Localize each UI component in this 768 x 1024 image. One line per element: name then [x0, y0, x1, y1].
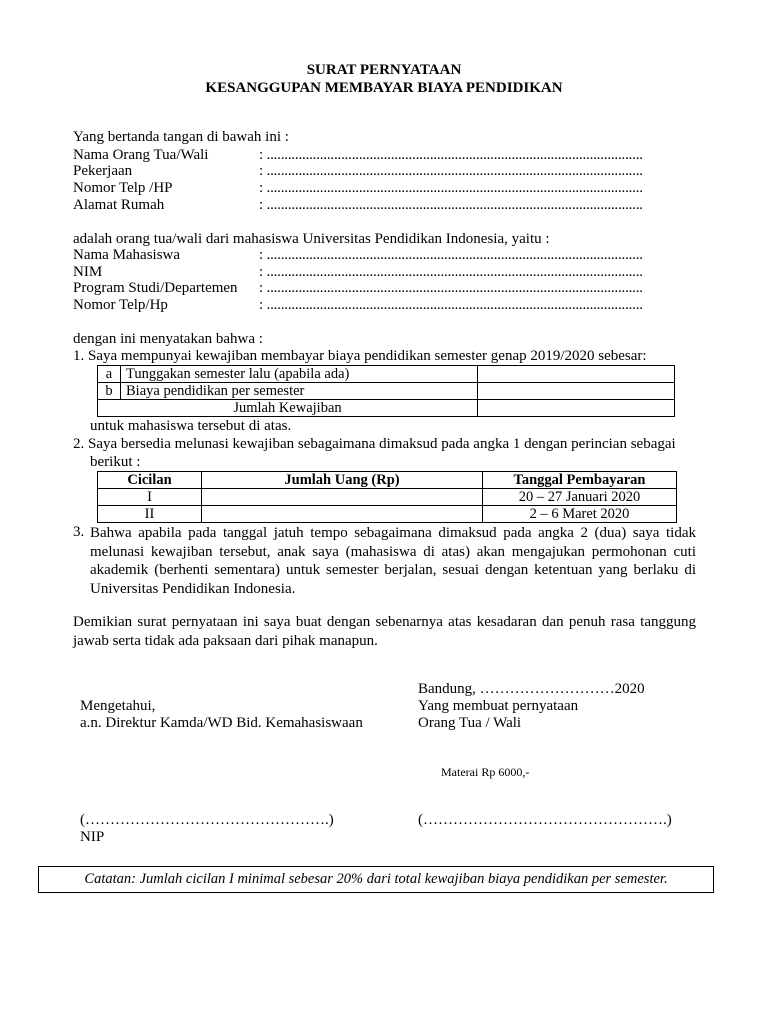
header-cicilan: Cicilan: [98, 472, 202, 489]
director-label: a.n. Direktur Kamda/WD Bid. Kemahasiswaan: [80, 715, 363, 731]
parent-label: Orang Tua / Wali: [418, 715, 522, 731]
place-date: Bandung, ………………………2020: [418, 681, 645, 697]
row-label: Tunggakan semester lalu (apabila ada): [121, 366, 478, 383]
field-blank-occupation: : ..........................................................................................................: [259, 163, 643, 179]
field-label-student-phone: Nomor Telp/Hp: [73, 297, 168, 313]
field-blank-study-program: : ..........................................................................................................: [259, 280, 643, 296]
table-row: [98, 489, 677, 506]
item-3-number: 3.: [73, 524, 85, 540]
row-key: a: [98, 366, 121, 383]
field-blank-student-name: : ..........................................................................................................: [259, 247, 643, 263]
field-blank-nim: : ..........................................................................................................: [259, 264, 643, 280]
left-signature-line: (………………………………………….): [80, 812, 334, 828]
table-row: [98, 366, 675, 383]
field-label-address: Alamat Rumah: [73, 197, 165, 213]
statement-item-2-cont: berikut :: [90, 454, 141, 470]
intro-text: Yang bertanda tangan di bawah ini :: [73, 129, 289, 145]
field-label-parent-phone: Nomor Telp /HP: [73, 180, 173, 196]
row-amount-cell: [478, 366, 675, 383]
stamp-duty-label: Materai Rp 6000,-: [441, 765, 530, 779]
obligation-table: [97, 365, 675, 417]
cell-jumlah: [202, 506, 483, 523]
maker-label: Yang membuat pernyataan: [418, 698, 579, 714]
header-jumlah: Jumlah Uang (Rp): [202, 472, 483, 489]
field-label-occupation: Pekerjaan: [73, 163, 133, 179]
cell-tanggal: 20 – 27 Januari 2020: [483, 489, 677, 506]
table-row: [98, 383, 675, 400]
statement-item-1: 1. Saya mempunyai kewajiban membayar biaya pendidikan semester genap 2019/2020 sebesar:: [73, 348, 647, 364]
table-header-row: [98, 472, 677, 489]
statement-item-3: Bahwa apabila pada tanggal jatuh tempo sebagaimana dimaksud pada angka 2 (dua) saya tidak melunasi kewajiban tersebut, anak saya (mahasiswa di atas) akan mengajukan permohonan cuti akademik (berhenti sementara) untuk semester berjalan, sesuai dengan ketentuan yang berlaku di Universitas Pendidikan Indonesia.: [90, 525, 696, 597]
cell-cicilan: I: [98, 489, 202, 506]
nip-label: NIP: [80, 829, 105, 845]
total-label: Jumlah Kewajiban: [98, 400, 478, 417]
field-label-study-program: Program Studi/Departemen: [73, 280, 238, 296]
table-row: [98, 506, 677, 523]
right-signature-line: (………………………………………….): [418, 812, 672, 828]
field-blank-parent-phone: : ..........................................................................................................: [259, 180, 643, 196]
note-box: Catatan: Jumlah cicilan I minimal sebesar 20% dari total kewajiban biaya pendidikan per semester.: [38, 866, 714, 893]
field-label-student-name: Nama Mahasiswa: [73, 247, 181, 263]
after-table-text: untuk mahasiswa tersebut di atas.: [90, 418, 292, 434]
student-intro-text: adalah orang tua/wali dari mahasiswa Universitas Pendidikan Indonesia, yaitu :: [73, 231, 550, 247]
acknowledged-label: Mengetahui,: [80, 698, 156, 714]
cell-jumlah: [202, 489, 483, 506]
title-line-1: SURAT PERNYATAAN: [306, 62, 462, 78]
cell-tanggal: 2 – 6 Maret 2020: [483, 506, 677, 523]
closing-paragraph: Demikian surat pernyataan ini saya buat dengan sebenarnya atas kesadaran dan penuh rasa tanggung jawab serta tidak ada paksaan dari pihak manapun.: [73, 614, 696, 649]
cell-cicilan: II: [98, 506, 202, 523]
field-blank-parent-name: : ..........................................................................................................: [259, 147, 643, 163]
row-label: Biaya pendidikan per semester: [121, 383, 478, 400]
total-amount-cell: [478, 400, 675, 417]
title-line-2: KESANGGUPAN MEMBAYAR BIAYA PENDIDIKAN: [205, 80, 563, 96]
row-amount-cell: [478, 383, 675, 400]
row-key: b: [98, 383, 121, 400]
statement-item-2: 2. Saya bersedia melunasi kewajiban sebagaimana dimaksud pada angka 1 dengan perincian sebagai: [73, 436, 676, 452]
field-blank-address: : ..........................................................................................................: [259, 197, 643, 213]
field-label-parent-name: Nama Orang Tua/Wali: [73, 147, 209, 163]
field-label-nim: NIM: [73, 264, 103, 280]
header-tanggal: Tanggal Pembayaran: [483, 472, 677, 489]
statement-intro: dengan ini menyatakan bahwa :: [73, 331, 263, 347]
field-blank-student-phone: : ..........................................................................................................: [259, 297, 643, 313]
installment-table: [97, 471, 677, 523]
table-row: [98, 400, 675, 417]
